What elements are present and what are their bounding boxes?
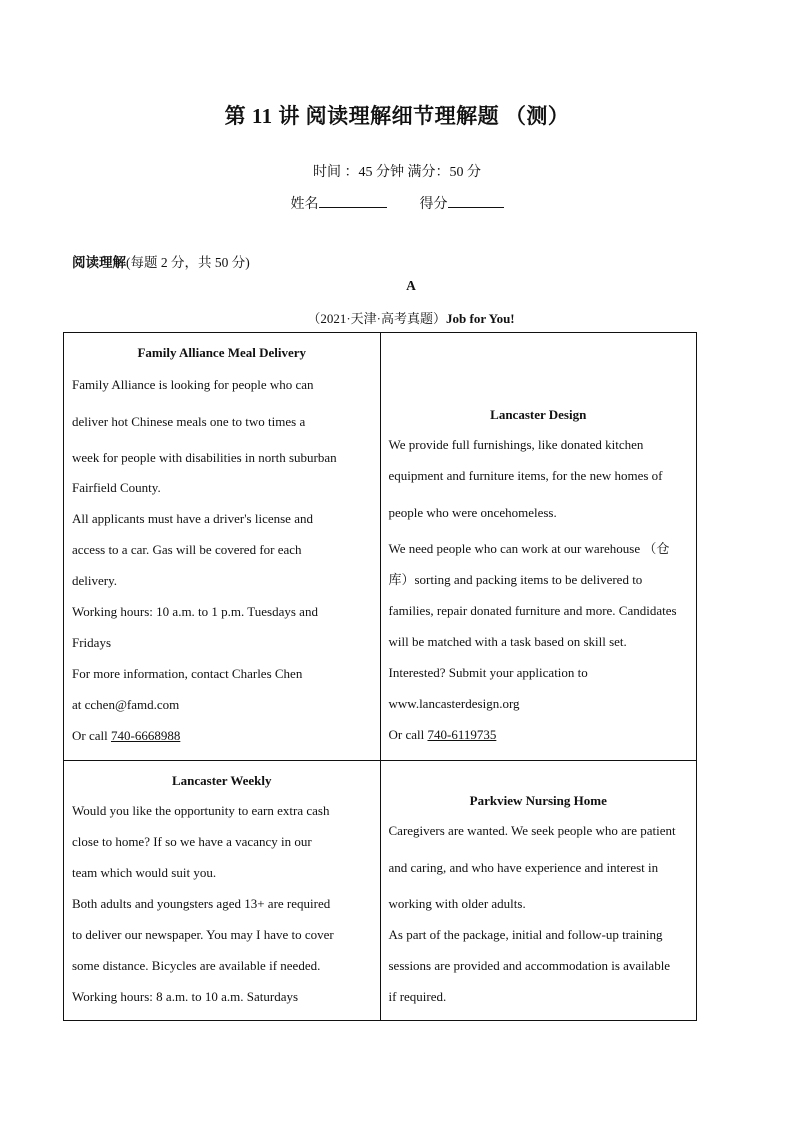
ad-line: sessions are provided and accommodation is available xyxy=(388,958,671,973)
ad-line: We need people who can work at our warehouse （仓 xyxy=(388,541,670,556)
ad-line: to deliver our newspaper. You may I have to cover xyxy=(72,927,334,942)
section-note: (每题 2 分，共 50 分) xyxy=(126,255,250,270)
ad-line: if required. xyxy=(388,989,447,1004)
ad-line: Caregivers are wanted. We seek people who are patient xyxy=(388,823,676,838)
ad-line: Interested? Submit your application to xyxy=(388,665,588,680)
section-heading xyxy=(72,251,250,271)
passage-letter: A xyxy=(406,278,416,293)
ad-line: Fridays xyxy=(72,635,111,650)
ad-line: As part of the package, initial and follow-up training xyxy=(388,927,663,942)
ad-lancaster-design xyxy=(380,333,697,761)
ad-parkview-nursing-home xyxy=(380,761,697,1021)
ad-line: Family Alliance is looking for people who can xyxy=(72,377,314,392)
source-prefix: （2021·天津·高考真题） xyxy=(307,311,447,326)
ad-line: working with older adults. xyxy=(388,896,526,911)
source-title: Job for You! xyxy=(446,311,515,326)
name-blank[interactable] xyxy=(319,193,387,208)
ad-line: team which would suit you. xyxy=(72,865,217,880)
ad-line: people who were oncehomeless. xyxy=(388,505,557,520)
ad-title: Lancaster Design xyxy=(490,407,587,422)
ad-line: Working hours: 10 a.m. to 1 p.m. Tuesdays and xyxy=(72,604,318,619)
ad-title: Lancaster Weekly xyxy=(171,773,272,788)
ad-lancaster-weekly xyxy=(64,761,381,1021)
name-score-fields xyxy=(0,193,794,213)
ad-line: close to home? If so we have a vacancy in our xyxy=(72,834,312,849)
ad-call-line xyxy=(389,719,689,750)
ad-line: www.lancasterdesign.org xyxy=(388,696,520,711)
ad-line: We provide full furnishings, like donated kitchen xyxy=(388,437,644,452)
name-label: 姓名 xyxy=(290,197,319,212)
job-ads-table xyxy=(63,332,697,1021)
ad-call-line xyxy=(72,720,372,751)
ad-line: will be matched with a task based on skill set. xyxy=(388,634,627,649)
ad-line: at cchen@famd.com xyxy=(72,697,180,712)
ad-line: Would you like the opportunity to earn extra cash xyxy=(72,803,330,818)
ad-line: Fairfield County. xyxy=(72,480,161,495)
ad-line: deliver hot Chinese meals one to two times a xyxy=(72,414,306,429)
score-blank[interactable] xyxy=(448,193,504,208)
ad-family-alliance xyxy=(64,333,381,761)
time-and-score-line: 时间 ：45 分钟 满分：50 分 xyxy=(313,165,481,180)
ad-line: and caring, and who have experience and interest in xyxy=(388,860,659,875)
ad-title: Parkview Nursing Home xyxy=(469,793,607,808)
phone-link[interactable]: 740-6119735 xyxy=(427,727,497,742)
ad-line: equipment and furniture items, for the new homes of xyxy=(388,468,663,483)
ad-line: All applicants must have a driver's license and xyxy=(72,511,313,526)
ad-line: delivery. xyxy=(72,573,117,588)
ad-line: access to a car. Gas will be covered for each xyxy=(72,542,302,557)
section-label: 阅读理解 xyxy=(72,255,126,270)
call-prefix: Or call xyxy=(388,727,428,742)
ad-line: Working hours: 8 a.m. to 10 a.m. Saturdays xyxy=(72,989,299,1004)
call-prefix: Or call xyxy=(72,728,111,743)
ad-line: families, repair donated furniture and more. Candidates xyxy=(388,603,677,618)
ad-line: some distance. Bicycles are available if needed. xyxy=(72,958,321,973)
score-label: 得分 xyxy=(419,197,448,212)
ad-line: week for people with disabilities in north suburban xyxy=(72,450,337,465)
ad-line: Both adults and youngsters aged 13+ are required xyxy=(72,896,331,911)
page-title: 第 11 讲 阅读理解细节理解题 （测） xyxy=(224,104,570,128)
ad-title: Family Alliance Meal Delivery xyxy=(137,345,307,360)
passage-source xyxy=(0,308,794,327)
ad-line: For more information, contact Charles Chen xyxy=(72,666,303,681)
phone-link[interactable]: 740-6668988 xyxy=(110,728,181,743)
ad-line: 库）sorting and packing items to be delivered to xyxy=(388,572,643,587)
